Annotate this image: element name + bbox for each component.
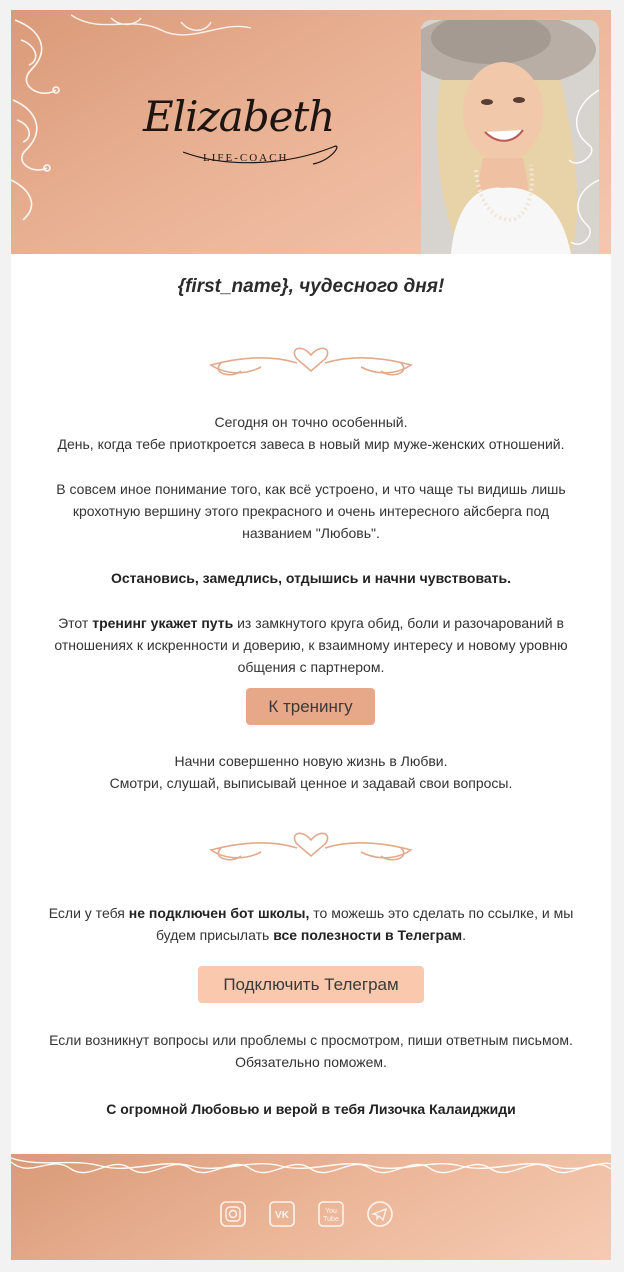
greeting-title: {first_name}, чудесного дня! [177,276,445,297]
intro-line-2: День, когда тебе приоткроется завеса в новый мир муже-женских отношений. [57,436,565,452]
footer-banner [11,1154,611,1260]
logo [143,92,343,182]
training-button[interactable]: К тренингу [246,688,375,725]
youtube-icon[interactable] [317,1200,345,1228]
training-highlight: тренинг укажет путь [92,615,234,631]
header-banner [11,10,611,254]
support-line-1: Если возникнут вопросы или проблемы с просмотром, пиши ответным письмом. [49,1032,573,1048]
logo-subtitle: LIFE-COACH [203,152,289,164]
new-life-line-1: Начни совершенно новую жизнь в Любви. [174,753,448,769]
support-paragraph [41,1029,581,1073]
heart-divider-icon [201,335,421,385]
vk-label: VK [275,1210,289,1221]
support-line-2: Обязательно поможем. [235,1054,387,1070]
instagram-icon[interactable] [219,1200,247,1228]
email-body [11,10,611,1260]
intro-paragraph [41,411,581,455]
youtube-label-top: You [325,1208,337,1215]
footer-ornament-icon [11,1154,611,1184]
telegram-icon[interactable] [366,1200,394,1228]
new-life-line-2: Смотри, слушай, выписывай ценное и задавай свои вопросы. [109,775,513,791]
understanding-paragraph: В совсем иное понимание того, как всё устроено, и что чаще ты видишь лишь крохотную вершину этого прекрасного и очень интересного айсберга под названием "Любовь". [56,481,566,541]
call-to-feel-paragraph: Остановись, замедлись, отдышись и начни чувствовать. [110,570,512,586]
coach-photo [421,20,599,254]
ornament-right-icon [559,80,599,254]
intro-line-1: Сегодня он точно особенный. [214,414,408,430]
ornament-top-icon [71,10,251,50]
new-life-paragraph [41,750,581,794]
training-paragraph: Этот тренинг укажет путь из замкнутого круга обид, боли и разочарований в отношениях к искренности и доверию, к взаимному интересу и новому уровню общения с партнером. [54,615,568,675]
vk-icon[interactable] [268,1200,296,1228]
heart-divider-icon [201,820,421,870]
signature: С огромной Любовью и верой в тебя Лизочка Калаиджиди [106,1101,516,1117]
logo-name: Elizabeth [143,92,335,141]
youtube-label-bottom: Tube [323,1216,339,1223]
telegram-button[interactable]: Подключить Телеграм [198,966,424,1003]
telegram-paragraph: Если у тебя не подключен бот школы, то можешь это сделать по ссылке, и мы будем присылать все полезности в Телеграм. [48,905,574,943]
